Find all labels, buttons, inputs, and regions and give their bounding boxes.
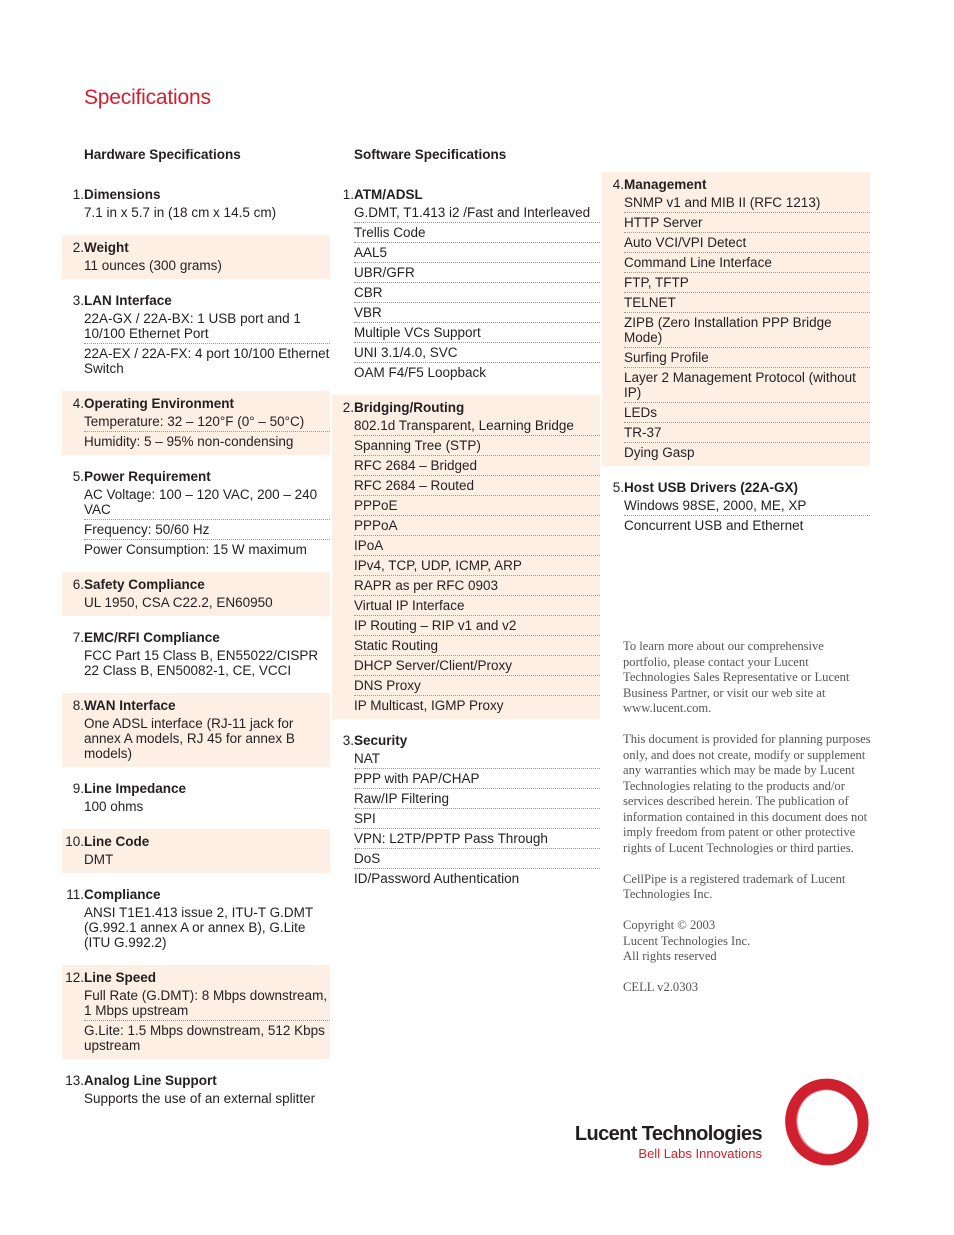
spec-item: FCC Part 15 Class B, EN55022/CISPR 22 Class B, EN50082-1, CE, VCCI bbox=[84, 648, 319, 678]
spec-section bbox=[62, 625, 330, 684]
section-number: 13. bbox=[65, 1073, 84, 1088]
section-number: 5. bbox=[72, 469, 84, 484]
spec-item: Spanning Tree (STP) bbox=[354, 436, 600, 456]
section-title: WAN Interface bbox=[84, 698, 176, 713]
spec-item: OAM F4/F5 Loopback bbox=[354, 365, 487, 380]
spec-item: PPPoE bbox=[354, 496, 600, 516]
software-column-continued bbox=[602, 172, 870, 548]
spec-item: Concurrent USB and Ethernet bbox=[624, 518, 804, 533]
section-title: Security bbox=[354, 733, 408, 748]
section-heading bbox=[332, 184, 600, 203]
spec-item: 7.1 in x 5.7 in (18 cm x 14.5 cm) bbox=[84, 205, 277, 220]
page-title: Specifications bbox=[84, 86, 211, 109]
section-heading bbox=[602, 174, 870, 193]
company-name: Lucent Technologies bbox=[574, 1123, 762, 1145]
section-title: Safety Compliance bbox=[84, 577, 205, 592]
company-logo-text bbox=[550, 1122, 762, 1162]
spec-item: UNI 3.1/4.0, SVC bbox=[354, 343, 600, 363]
spec-section bbox=[62, 572, 330, 616]
section-title: LAN Interface bbox=[84, 293, 172, 308]
spec-item: VBR bbox=[354, 303, 600, 323]
software-column bbox=[332, 145, 600, 901]
spec-item: Virtual IP Interface bbox=[354, 596, 600, 616]
spec-item: Temperature: 32 – 120°F (0° – 50°C) bbox=[84, 412, 330, 432]
section-number: 2. bbox=[72, 240, 84, 255]
section-number: 1. bbox=[342, 187, 354, 202]
section-title: Weight bbox=[84, 240, 129, 255]
section-heading bbox=[62, 831, 330, 850]
spec-item: RFC 2684 – Bridged bbox=[354, 456, 600, 476]
spec-section bbox=[62, 965, 330, 1059]
legal-contact-text: To learn more about our comprehensive portfolio, please contact your Lucent Technologies Sales Representative or Lucent Business Partner, or visit our web site at www.lucent.com. bbox=[623, 639, 850, 715]
spec-section bbox=[62, 776, 330, 820]
spec-section bbox=[62, 882, 330, 956]
spec-section bbox=[62, 464, 330, 563]
spec-item: SNMP v1 and MIB II (RFC 1213) bbox=[624, 193, 870, 213]
spec-item: Trellis Code bbox=[354, 223, 600, 243]
section-heading bbox=[62, 574, 330, 593]
section-title: Line Impedance bbox=[84, 781, 187, 796]
spec-section bbox=[602, 172, 870, 466]
spec-item: G.DMT, T1.413 i2 /Fast and Interleaved bbox=[354, 203, 600, 223]
section-heading bbox=[62, 466, 330, 485]
spec-item: Raw/IP Filtering bbox=[354, 789, 600, 809]
section-number: 7. bbox=[72, 630, 84, 645]
spec-item: AAL5 bbox=[354, 243, 600, 263]
section-number: 5. bbox=[612, 480, 624, 495]
spec-item: Command Line Interface bbox=[624, 253, 870, 273]
section-heading bbox=[62, 627, 330, 646]
spec-section bbox=[62, 391, 330, 455]
legal-disclaimer-text: This document is provided for planning purposes only, and does not create, modify or supplement any warranties which may be made by Lucent Technologies relating to the products and/or services described herein. The publication of information contained in this document does not imply freedom from patent or other protective rights of Lucent Technologies or third parties. bbox=[623, 732, 871, 855]
spec-item: TELNET bbox=[624, 293, 870, 313]
spec-item: G.Lite: 1.5 Mbps downstream, 512 Kbps upstream bbox=[84, 1023, 325, 1053]
spec-item: Frequency: 50/60 Hz bbox=[84, 520, 330, 540]
spec-item: VPN: L2TP/PPTP Pass Through bbox=[354, 829, 600, 849]
trademark-text: CellPipe is a registered trademark of Lucent Technologies Inc. bbox=[623, 871, 846, 901]
software-heading: Software Specifications bbox=[354, 147, 507, 162]
legal-notice bbox=[623, 639, 873, 1011]
hardware-column bbox=[62, 145, 330, 1121]
spec-section bbox=[602, 475, 870, 539]
spec-item: DoS bbox=[354, 849, 600, 869]
document-code: CELL v2.0303 bbox=[623, 980, 699, 994]
spec-item: IPv4, TCP, UDP, ICMP, ARP bbox=[354, 556, 600, 576]
section-title: Dimensions bbox=[84, 187, 161, 202]
spec-item: Auto VCI/VPI Detect bbox=[624, 233, 870, 253]
spec-item: 11 ounces (300 grams) bbox=[84, 258, 222, 273]
section-heading bbox=[62, 290, 330, 309]
section-heading bbox=[62, 967, 330, 986]
copyright-text bbox=[623, 918, 873, 965]
section-title: Line Code bbox=[84, 834, 150, 849]
section-title: Host USB Drivers (22A-GX) bbox=[624, 480, 799, 495]
section-number: 4. bbox=[72, 396, 84, 411]
section-number: 9. bbox=[72, 781, 84, 796]
spec-item: AC Voltage: 100 – 120 VAC, 200 – 240 VAC bbox=[84, 485, 330, 520]
spec-item: SPI bbox=[354, 809, 600, 829]
spec-item: RAPR as per RFC 0903 bbox=[354, 576, 600, 596]
spec-item: DMT bbox=[84, 852, 114, 867]
section-number: 6. bbox=[72, 577, 84, 592]
spec-item: UBR/GFR bbox=[354, 263, 600, 283]
spec-item: Windows 98SE, 2000, ME, XP bbox=[624, 496, 870, 516]
spec-item: NAT bbox=[354, 749, 600, 769]
section-heading bbox=[62, 184, 330, 203]
spec-item: HTTP Server bbox=[624, 213, 870, 233]
spec-item: IP Multicast, IGMP Proxy bbox=[354, 698, 504, 713]
spec-item: Power Consumption: 15 W maximum bbox=[84, 542, 307, 557]
section-title: Line Speed bbox=[84, 970, 157, 985]
section-number: 3. bbox=[72, 293, 84, 308]
spec-item: Humidity: 5 – 95% non-condensing bbox=[84, 434, 294, 449]
section-title: Analog Line Support bbox=[84, 1073, 217, 1088]
spec-item: Dying Gasp bbox=[624, 445, 695, 460]
spec-item: Multiple VCs Support bbox=[354, 323, 600, 343]
spec-item: DNS Proxy bbox=[354, 676, 600, 696]
spec-item: Static Routing bbox=[354, 636, 600, 656]
section-title: Bridging/Routing bbox=[354, 400, 465, 415]
spec-section bbox=[62, 235, 330, 279]
copyright-company: Lucent Technologies Inc. bbox=[623, 933, 751, 948]
copyright-line: Copyright © 2003 bbox=[623, 918, 716, 932]
spec-item: 22A-EX / 22A-FX: 4 port 10/100 Ethernet Switch bbox=[84, 346, 330, 376]
spec-item: 802.1d Transparent, Learning Bridge bbox=[354, 416, 600, 436]
hardware-heading: Hardware Specifications bbox=[84, 147, 241, 162]
section-heading bbox=[62, 884, 330, 903]
spec-item: FTP, TFTP bbox=[624, 273, 870, 293]
section-title: Management bbox=[624, 177, 707, 192]
section-title: ATM/ADSL bbox=[354, 187, 423, 202]
section-heading bbox=[62, 237, 330, 256]
section-number: 10. bbox=[65, 834, 84, 849]
copyright-rights: All rights reserved bbox=[623, 949, 717, 963]
section-heading bbox=[62, 393, 330, 412]
spec-item: UL 1950, CSA C22.2, EN60950 bbox=[84, 595, 273, 610]
spec-section bbox=[62, 288, 330, 382]
spec-item: RFC 2684 – Routed bbox=[354, 476, 600, 496]
spec-section bbox=[62, 829, 330, 873]
section-title: Operating Environment bbox=[84, 396, 235, 411]
section-title: EMC/RFI Compliance bbox=[84, 630, 220, 645]
spec-item: IP Routing – RIP v1 and v2 bbox=[354, 616, 600, 636]
section-number: 2. bbox=[342, 400, 354, 415]
section-heading bbox=[62, 778, 330, 797]
section-heading bbox=[62, 1070, 330, 1089]
spec-item: 100 ohms bbox=[84, 799, 144, 814]
spec-section bbox=[332, 395, 600, 719]
section-number: 3. bbox=[342, 733, 354, 748]
spec-item: ZIPB (Zero Installation PPP Bridge Mode) bbox=[624, 313, 870, 348]
section-number: 12. bbox=[65, 970, 84, 985]
spec-item: Surfing Profile bbox=[624, 348, 870, 368]
spec-item: ID/Password Authentication bbox=[354, 871, 520, 886]
spec-item: 22A-GX / 22A-BX: 1 USB port and 1 10/100 Ethernet Port bbox=[84, 309, 330, 344]
spec-item: Layer 2 Management Protocol (without IP) bbox=[624, 368, 870, 403]
section-heading bbox=[332, 397, 600, 416]
spec-item: TR-37 bbox=[624, 423, 870, 443]
spec-section bbox=[332, 182, 600, 386]
spec-item: PPP with PAP/CHAP bbox=[354, 769, 600, 789]
spec-item: Full Rate (G.DMT): 8 Mbps downstream, 1 Mbps upstream bbox=[84, 986, 330, 1021]
spec-section bbox=[62, 693, 330, 767]
spec-section bbox=[332, 728, 600, 892]
company-tagline: Bell Labs Innovations bbox=[638, 1146, 762, 1161]
spec-item: CBR bbox=[354, 283, 600, 303]
section-title: Compliance bbox=[84, 887, 161, 902]
spec-section bbox=[62, 182, 330, 226]
spec-item: ANSI T1E1.413 issue 2, ITU-T G.DMT (G.992.1 annex A or annex B), G.Lite (ITU G.992.2) bbox=[84, 905, 313, 950]
spec-item: Supports the use of an external splitter bbox=[84, 1091, 316, 1106]
spec-item: One ADSL interface (RJ-11 jack for annex A models, RJ 45 for annex B models) bbox=[84, 716, 295, 761]
spec-section bbox=[62, 1068, 330, 1112]
spec-item: IPoA bbox=[354, 536, 600, 556]
section-number: 8. bbox=[72, 698, 84, 713]
section-heading bbox=[332, 730, 600, 749]
section-title: Power Requirement bbox=[84, 469, 211, 484]
spec-item: DHCP Server/Client/Proxy bbox=[354, 656, 600, 676]
section-heading bbox=[602, 477, 870, 496]
section-heading bbox=[62, 695, 330, 714]
innovation-ring-logo-icon bbox=[780, 1074, 874, 1168]
section-number: 4. bbox=[612, 177, 624, 192]
section-number: 1. bbox=[72, 187, 84, 202]
section-number: 11. bbox=[66, 887, 84, 902]
spec-item: LEDs bbox=[624, 403, 870, 423]
spec-item: PPPoA bbox=[354, 516, 600, 536]
